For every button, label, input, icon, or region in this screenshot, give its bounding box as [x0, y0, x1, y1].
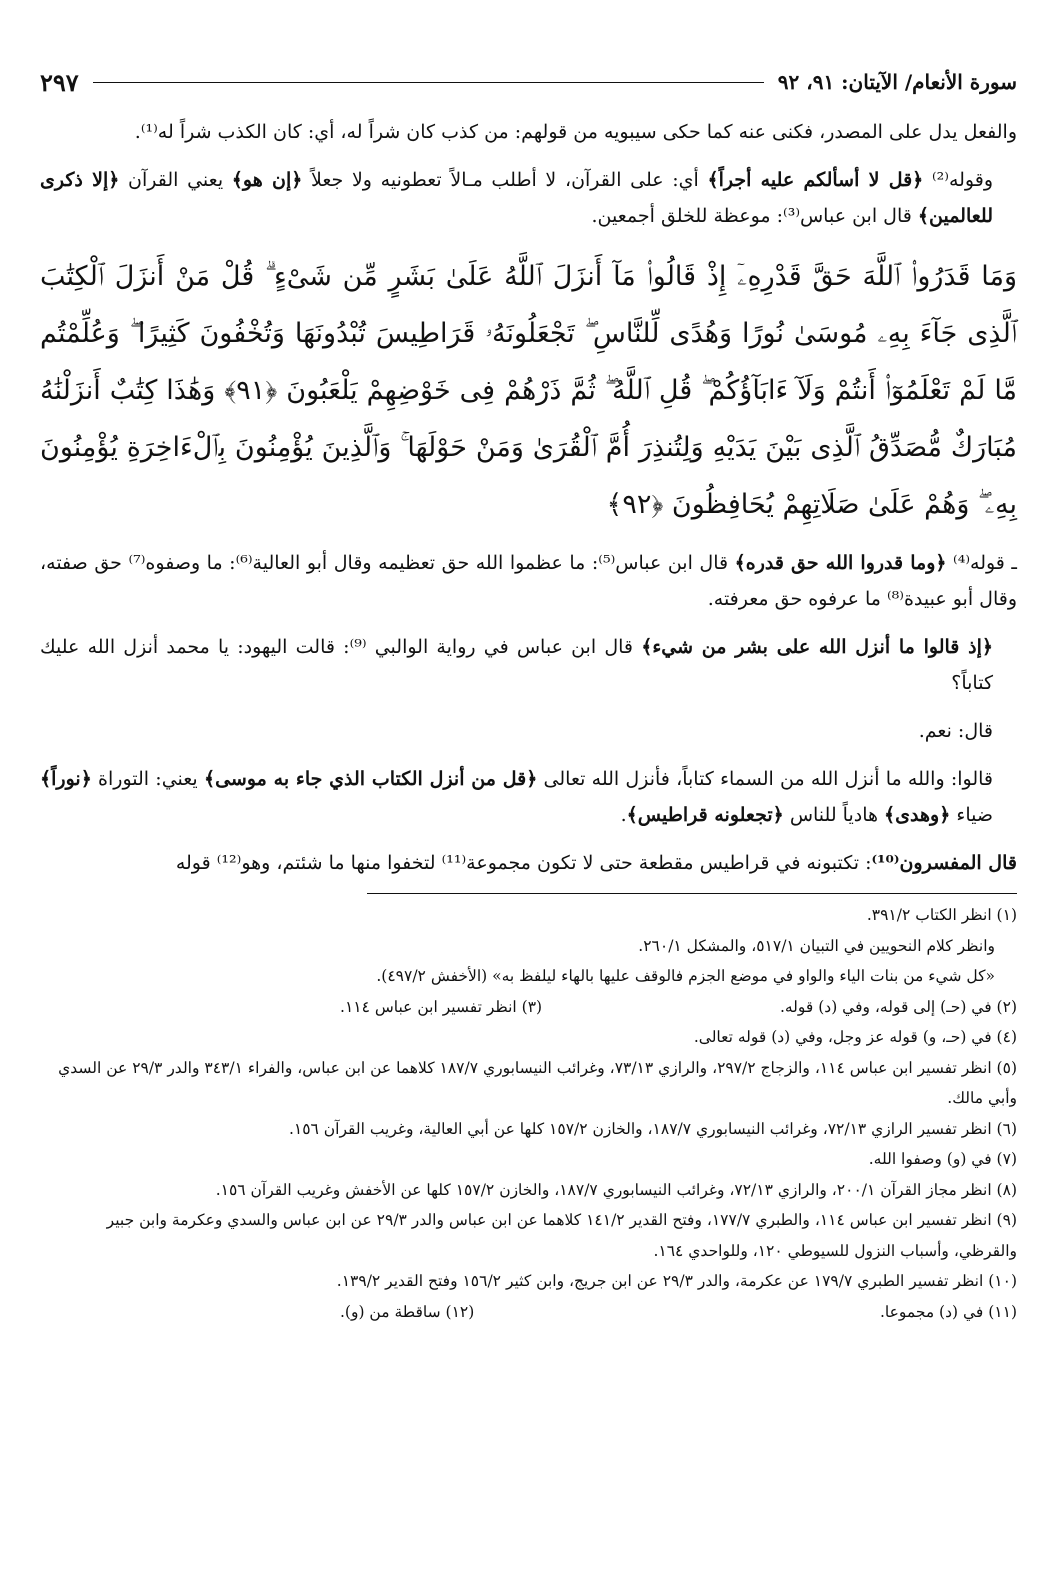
- text: : تكتبونه في قراطيس مقطعة حتى لا تكون مجموعة⁽¹¹⁾ لتخفوا منها ما شئتم، وهو⁽¹²⁾ قوله: [175, 852, 872, 874]
- footnote-3: (٣) انظر تفسير ابن عباس ١١٤.: [340, 997, 543, 1016]
- quran-quote: ﴿إذ قالوا ما أنزل الله على بشر من شيء﴾: [641, 636, 994, 658]
- footnotes: [40, 900, 1017, 1327]
- text: أي: على القرآن، لا أطلب مـالاً تعطونيه ولا جعلاً: [302, 169, 708, 191]
- footnote-rule: [367, 893, 1017, 894]
- text: ضياء: [950, 804, 993, 826]
- page: [40, 62, 1017, 1327]
- quran-quote: ﴿وما قدروا الله حق قدره﴾: [734, 552, 947, 574]
- paragraph-3: [40, 545, 1017, 617]
- footnote-8: (٨) انظر مجاز القرآن ٢٠٠/١، والرازي ٧٢/١٣، وغرائب النيسابوري ١٨٧/٧، والخازن ١٥٧/٢ كلها عن الأخفش وغريب القرآن ١٥٦.: [215, 1180, 1017, 1199]
- footnote-4: (٤) في (حـ، و) قوله عز وجل، وفي (د) قوله تعالى.: [693, 1028, 1017, 1046]
- footnote-11: (١١) في (د) مجموعا.: [879, 1302, 1017, 1321]
- footnote-1-continued: وانظر كلام النحويين في التبيان ٥١٧/١، والمشكل ٢٦٠/١.: [638, 936, 995, 955]
- page-header: [40, 62, 1017, 102]
- footnote-row-11-12: [40, 1297, 1017, 1328]
- paragraph-4: [40, 629, 1017, 701]
- text: قال ابن عباس⁽⁵⁾: ما عظموا الله حق تعظيمه وقال أبو العالية⁽⁶⁾: ما وصفوه⁽⁷⁾ حق صفته، وقال أبو عبيدة⁽⁸⁾ ما عرفوه حق معرفته.: [40, 552, 1017, 610]
- quran-quote: ﴿إلا ذكرى للعالمين﴾: [40, 169, 993, 227]
- footnote-12: (١٢) ساقطة من (و).: [340, 1302, 475, 1321]
- quran-quote: ﴿قل لا أسألكم عليه أجراً﴾: [707, 169, 924, 191]
- text: وقوله⁽²⁾: [923, 169, 993, 191]
- paragraph-2: [40, 162, 1017, 234]
- quran-verse: وَمَا قَدَرُوا۟ ٱللَّهَ حَقَّ قَدْرِهِۦٓ إِذْ قَالُوا۟ مَآ أَنزَلَ ٱللَّهُ عَلَىٰ بَشَرٍ مِّن شَىْءٍ ۗ قُلْ مَنْ أَنزَلَ ٱلْكِتَٰبَ ٱلَّذِى جَآءَ بِهِۦ مُوسَىٰ نُورًا وَهُدًى لِّلنَّاسِ ۖ تَجْعَلُونَهُۥ قَرَاطِيسَ تُبْدُونَهَا وَتُخْفُونَ كَثِيرًا ۖ وَعُلِّمْتُم مَّا لَمْ تَعْلَمُوٓا۟ أَنتُمْ وَلَآ ءَابَآؤُكُمْ ۖ قُلِ ٱللَّهُ ۖ ثُمَّ ذَرْهُمْ فِى خَوْضِهِمْ يَلْعَبُونَ ﴿٩١﴾ وَهَٰذَا كِتَٰبٌ أَنزَلْنَٰهُ مُبَارَكٌ مُّصَدِّقُ ٱلَّذِى بَيْنَ يَدَيْهِ وَلِتُنذِرَ أُمَّ ٱلْقُرَىٰ وَمَنْ حَوْلَهَا ۚ وَٱلَّذِينَ يُؤْمِنُونَ بِٱلْءَاخِرَةِ يُؤْمِنُونَ بِهِۦ ۖ وَهُمْ عَلَىٰ صَلَاتِهِمْ يُحَافِظُونَ ﴿٩٢﴾: [40, 261, 1018, 520]
- paragraph-5: قال: نعم.: [918, 720, 993, 742]
- paragraph-7: [40, 845, 1017, 881]
- footnote-5: (٥) انظر تفسير ابن عباس ١١٤، والزجاج ٢٩٧/٢، والرازي ٧٣/١٣، وغرائب النيسابوري ١٨٧/٧ كلاهما عن ابن عباس، والفراء ٣٤٣/١ والدر ٢٩/٣ عن السدي وأبي مالك.: [58, 1058, 1017, 1107]
- text: ـ قوله⁽⁴⁾: [946, 552, 1017, 574]
- footnote-1-quote: «كل شيء من بنات الياء والواو في موضع الجزم فالوقف عليها بالهاء ليلفظ به» (الأخفش ٤٩٧/٢).: [376, 967, 995, 985]
- text: .: [620, 804, 627, 826]
- quran-quote: ﴿تجعلونه قراطيس﴾: [626, 804, 784, 826]
- footnote-6: (٦) انظر تفسير الرازي ٧٢/١٣، وغرائب النيسابوري ١٨٧/٧، والخازن ١٥٧/٢ كلها عن أبي العالية، وغريب القرآن ١٥٦.: [288, 1119, 1017, 1138]
- footnote-2: (٢) في (حـ) إلى قوله، وفي (د) قوله.: [779, 997, 1017, 1016]
- footnote-1: (١) انظر الكتاب ٣٩١/٢.: [866, 906, 1017, 924]
- paragraph-1: والفعل يدل على المصدر، فكنى عنه كما حكى سيبويه من قولهم: من كذب كان شراً له، أي: كان الكذب شراً له⁽¹⁾.: [134, 121, 1017, 143]
- header-rule: [93, 82, 764, 83]
- quran-quote: ﴿وهدى﴾: [884, 804, 951, 826]
- text: قال ابن عباس⁽³⁾: موعظة للخلق أجمعين.: [591, 205, 918, 227]
- text: هادياً للناس: [783, 804, 885, 826]
- text: يعني القرآن: [119, 169, 232, 191]
- footnote-7: (٧) في (و) وصفوا الله.: [868, 1150, 1017, 1168]
- paragraph-6: [40, 761, 1017, 833]
- text: قالوا: والله ما أنزل الله من السماء كتاباً، فأنزل الله تعالى: [537, 768, 993, 790]
- bold-lead: قال المفسرون⁽¹⁰⁾: [871, 852, 1017, 874]
- page-number: ٢٩٧: [40, 67, 79, 97]
- text: قال ابن عباس في رواية الوالبي ⁽⁹⁾: قالت اليهود: يا محمد أنزل الله عليك كتاباً؟: [40, 636, 993, 694]
- quran-quote: ﴿نوراً﴾: [40, 768, 92, 790]
- footnote-row-2-3: [40, 992, 1017, 1023]
- quran-quote: ﴿قل من أنزل الكتاب الذي جاء به موسى﴾: [203, 768, 538, 790]
- quran-quote: ﴿إن هو﴾: [231, 169, 303, 191]
- running-head-title: سورة الأنعام/ الآيتان: ٩١، ٩٢: [777, 70, 1017, 94]
- text: يعني: التوراة: [91, 768, 204, 790]
- footnote-9: (٩) انظر تفسير ابن عباس ١١٤، والطبري ١٧٧/٧، وفتح القدير ١٤١/٢ كلاهما عن ابن عباس والدر ٢٩/٣ عن ابن عباس والسدي وعكرمة وابن جبير والقرظي، وأسباب النزول للسيوطي ١٢٠، وللواحدي ١٦٤.: [106, 1211, 1017, 1260]
- footnote-10: (١٠) انظر تفسير الطبري ١٧٩/٧ عن عكرمة، والدر ٢٩/٣ عن ابن جريج، وابن كثير ١٥٦/٢ وفتح القدير ١٣٩/٢.: [336, 1272, 1017, 1290]
